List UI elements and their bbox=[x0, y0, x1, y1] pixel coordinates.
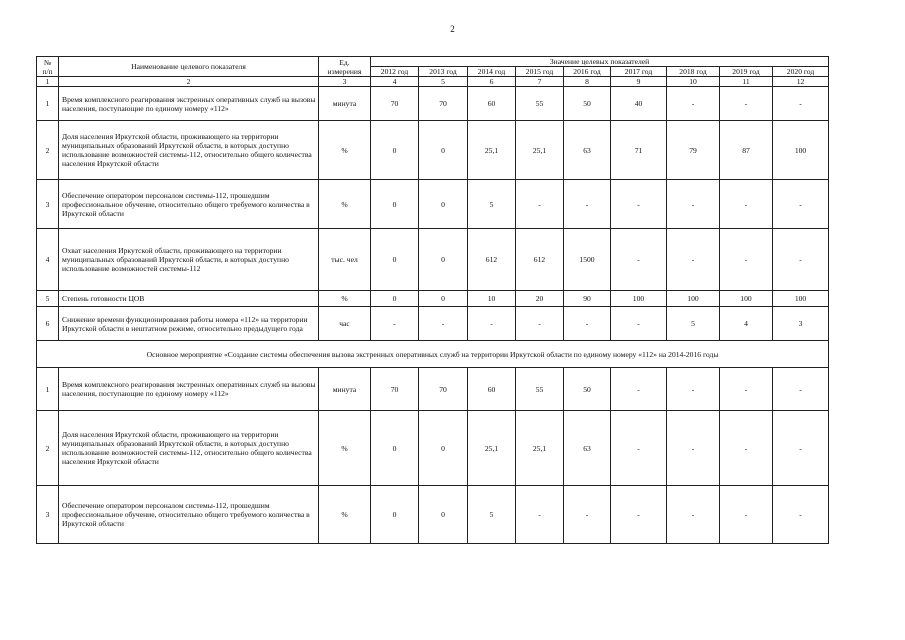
value-cell: 79 bbox=[667, 121, 720, 180]
header-unit: Ед. измерения bbox=[319, 57, 371, 77]
value-cell: 0 bbox=[371, 486, 419, 544]
column-index: 10 bbox=[667, 77, 720, 87]
row-number: 5 bbox=[37, 291, 59, 307]
header-year: 2015 год bbox=[516, 67, 564, 77]
table-row bbox=[37, 87, 829, 121]
value-cell: - bbox=[773, 229, 829, 291]
indicator-name: Охват населения Иркутской области, проживающего на территории муниципальных образований Иркутской области, в которых доступно использование возможностей системы-112 bbox=[59, 229, 319, 291]
header-year: 2016 год bbox=[564, 67, 611, 77]
value-cell: - bbox=[468, 307, 516, 341]
value-cell: 0 bbox=[419, 486, 468, 544]
row-number: 2 bbox=[37, 411, 59, 486]
value-cell: - bbox=[516, 307, 564, 341]
column-index: 1 bbox=[37, 77, 59, 87]
column-index: 9 bbox=[611, 77, 667, 87]
value-cell: 0 bbox=[419, 411, 468, 486]
value-cell: 5 bbox=[667, 307, 720, 341]
section-title: Основное мероприятие «Создание системы обеспечения вызова экстренных оперативных служб на территории Иркутской области по единому номеру «112» на 2014-2016 годы bbox=[37, 341, 829, 368]
table-row bbox=[37, 180, 829, 229]
value-cell: 20 bbox=[516, 291, 564, 307]
value-cell: 25,1 bbox=[516, 411, 564, 486]
header-number: № п/п bbox=[37, 57, 59, 77]
row-number: 6 bbox=[37, 307, 59, 341]
value-cell: 50 bbox=[564, 87, 611, 121]
value-cell: 70 bbox=[371, 368, 419, 411]
value-cell: 0 bbox=[419, 229, 468, 291]
column-index: 3 bbox=[319, 77, 371, 87]
value-cell: - bbox=[516, 180, 564, 229]
value-cell: 90 bbox=[564, 291, 611, 307]
unit-cell: % bbox=[319, 486, 371, 544]
value-cell: 0 bbox=[419, 180, 468, 229]
indicator-name: Доля населения Иркутской области, проживающего на территории муниципальных образований Иркутской области, в которых доступно использование возможностей системы-112, относительно общего количества населения Иркутской области bbox=[59, 411, 319, 486]
unit-cell: час bbox=[319, 307, 371, 341]
value-cell: 100 bbox=[773, 121, 829, 180]
value-cell: - bbox=[667, 87, 720, 121]
column-index: 5 bbox=[419, 77, 468, 87]
value-cell: 70 bbox=[419, 87, 468, 121]
value-cell: 10 bbox=[468, 291, 516, 307]
value-cell: 0 bbox=[371, 180, 419, 229]
value-cell: - bbox=[371, 307, 419, 341]
row-number: 3 bbox=[37, 180, 59, 229]
value-cell: 25,1 bbox=[516, 121, 564, 180]
column-index: 2 bbox=[59, 77, 319, 87]
header-year: 2014 год bbox=[468, 67, 516, 77]
value-cell: 100 bbox=[611, 291, 667, 307]
value-cell: - bbox=[564, 486, 611, 544]
header-year: 2012 год bbox=[371, 67, 419, 77]
table-row bbox=[37, 229, 829, 291]
table-row bbox=[37, 121, 829, 180]
value-cell: - bbox=[667, 486, 720, 544]
header-year: 2017 год bbox=[611, 67, 667, 77]
header-indicator-name: Наименование целевого показателя bbox=[59, 57, 319, 77]
value-cell: - bbox=[720, 229, 773, 291]
column-index: 11 bbox=[720, 77, 773, 87]
value-cell: - bbox=[720, 180, 773, 229]
header-year: 2018 год bbox=[667, 67, 720, 77]
value-cell: - bbox=[720, 486, 773, 544]
value-cell: 0 bbox=[371, 229, 419, 291]
header-year: 2020 год bbox=[773, 67, 829, 77]
header-row bbox=[37, 57, 829, 67]
value-cell: 55 bbox=[516, 87, 564, 121]
value-cell: - bbox=[667, 368, 720, 411]
unit-cell: % bbox=[319, 411, 371, 486]
indicator-name: Время комплексного реагирования экстренных оперативных служб на вызовы населения, поступающие по единому номеру «112» bbox=[59, 368, 319, 411]
unit-cell: % bbox=[319, 180, 371, 229]
value-cell: 63 bbox=[564, 121, 611, 180]
value-cell: - bbox=[720, 411, 773, 486]
value-cell: 70 bbox=[371, 87, 419, 121]
value-cell: - bbox=[611, 486, 667, 544]
value-cell: - bbox=[611, 229, 667, 291]
row-number: 4 bbox=[37, 229, 59, 291]
value-cell: 0 bbox=[371, 411, 419, 486]
column-index: 7 bbox=[516, 77, 564, 87]
header-year: 2013 год bbox=[419, 67, 468, 77]
value-cell: 4 bbox=[720, 307, 773, 341]
value-cell: 100 bbox=[773, 291, 829, 307]
value-cell: - bbox=[611, 411, 667, 486]
value-cell: 70 bbox=[419, 368, 468, 411]
value-cell: 5 bbox=[468, 486, 516, 544]
page-number: 2 bbox=[450, 24, 455, 34]
value-cell: - bbox=[611, 368, 667, 411]
value-cell: - bbox=[773, 180, 829, 229]
value-cell: 25,1 bbox=[468, 121, 516, 180]
value-cell: - bbox=[667, 411, 720, 486]
value-cell: 0 bbox=[371, 121, 419, 180]
value-cell: - bbox=[720, 87, 773, 121]
indicator-name: Обеспечение оператором персоналом системы-112, прошедшим профессиональное обучение, относительно общего требуемого количества в Иркутской области bbox=[59, 486, 319, 544]
header-values-group: Значение целевых показателей bbox=[371, 57, 829, 67]
value-cell: - bbox=[720, 368, 773, 411]
value-cell: 55 bbox=[516, 368, 564, 411]
value-cell: 60 bbox=[468, 87, 516, 121]
value-cell: 25,1 bbox=[468, 411, 516, 486]
value-cell: 3 bbox=[773, 307, 829, 341]
row-number: 3 bbox=[37, 486, 59, 544]
unit-cell: минута bbox=[319, 87, 371, 121]
value-cell: 5 bbox=[468, 180, 516, 229]
unit-cell: % bbox=[319, 121, 371, 180]
table-body bbox=[37, 57, 829, 544]
section-row bbox=[37, 341, 829, 368]
value-cell: 1500 bbox=[564, 229, 611, 291]
value-cell: 71 bbox=[611, 121, 667, 180]
column-index: 6 bbox=[468, 77, 516, 87]
row-number: 2 bbox=[37, 121, 59, 180]
value-cell: - bbox=[611, 307, 667, 341]
value-cell: 63 bbox=[564, 411, 611, 486]
value-cell: 100 bbox=[667, 291, 720, 307]
indicator-name: Доля населения Иркутской области, проживающего на территории муниципальных образований Иркутской области, в которых доступно использование возможностей системы-112, относительно общего количества населения Иркутской области bbox=[59, 121, 319, 180]
value-cell: - bbox=[773, 486, 829, 544]
column-index: 8 bbox=[564, 77, 611, 87]
indicator-name: Снижение времени функционирования работы номера «112» на территории Иркутской области в нештатном режиме, относительно предыдущего года bbox=[59, 307, 319, 341]
column-index: 12 bbox=[773, 77, 829, 87]
indicator-name: Время комплексного реагирования экстренных оперативных служб на вызовы населения, поступающие по единому номеру «112» bbox=[59, 87, 319, 121]
unit-cell: минута bbox=[319, 368, 371, 411]
value-cell: 60 bbox=[468, 368, 516, 411]
unit-cell: % bbox=[319, 291, 371, 307]
value-cell: - bbox=[773, 411, 829, 486]
row-number: 1 bbox=[37, 368, 59, 411]
column-index-row bbox=[37, 77, 829, 87]
value-cell: - bbox=[564, 307, 611, 341]
value-cell: - bbox=[773, 368, 829, 411]
header-year: 2019 год bbox=[720, 67, 773, 77]
column-index: 4 bbox=[371, 77, 419, 87]
value-cell: - bbox=[667, 180, 720, 229]
value-cell: 50 bbox=[564, 368, 611, 411]
unit-cell: тыс. чел bbox=[319, 229, 371, 291]
value-cell: 0 bbox=[419, 291, 468, 307]
indicator-name: Степень готовности ЦОВ bbox=[59, 291, 319, 307]
row-number: 1 bbox=[37, 87, 59, 121]
table-row bbox=[37, 307, 829, 341]
value-cell: - bbox=[667, 229, 720, 291]
table-row bbox=[37, 411, 829, 486]
value-cell: - bbox=[516, 486, 564, 544]
value-cell: - bbox=[564, 180, 611, 229]
value-cell: 87 bbox=[720, 121, 773, 180]
table-row bbox=[37, 368, 829, 411]
value-cell: 612 bbox=[516, 229, 564, 291]
value-cell: - bbox=[773, 87, 829, 121]
targets-table bbox=[36, 56, 829, 544]
indicator-name: Обеспечение оператором персоналом системы-112, прошедшим профессиональное обучение, относительно общего требуемого количества в Иркутской области bbox=[59, 180, 319, 229]
value-cell: 0 bbox=[371, 291, 419, 307]
value-cell: - bbox=[419, 307, 468, 341]
value-cell: 40 bbox=[611, 87, 667, 121]
table-row bbox=[37, 291, 829, 307]
value-cell: 612 bbox=[468, 229, 516, 291]
table-row bbox=[37, 486, 829, 544]
value-cell: 0 bbox=[419, 121, 468, 180]
value-cell: - bbox=[611, 180, 667, 229]
value-cell: 100 bbox=[720, 291, 773, 307]
